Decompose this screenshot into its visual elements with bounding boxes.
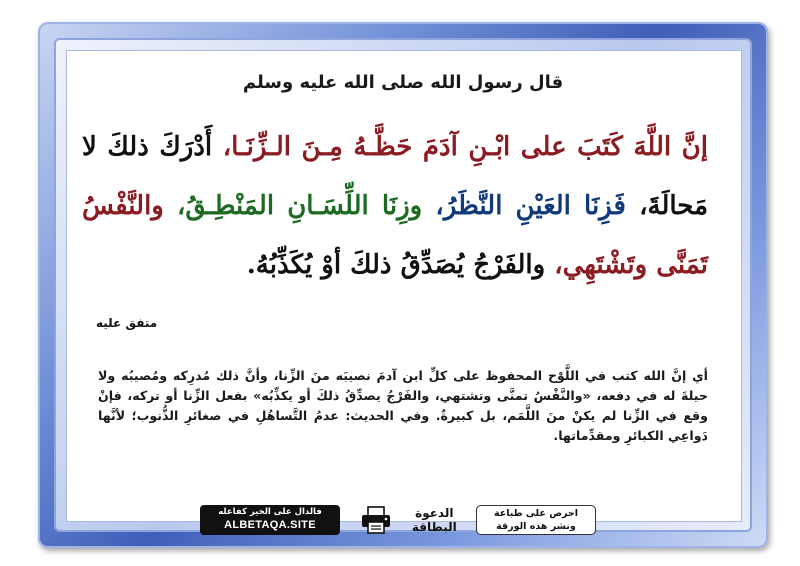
site-name: ALBETAQA.SITE: [224, 519, 316, 531]
print-note-line-1: احرص على طباعة: [493, 508, 578, 519]
logo-line-1: الدعوة: [415, 506, 454, 520]
printer-icon: [359, 505, 393, 535]
hadith-text: [82, 118, 708, 295]
logo: [411, 502, 457, 538]
hadith-part-3: فَزِنَا العَيْنِ النَّظَرُ،: [435, 191, 626, 221]
print-note-line-2: ونشر هذه الورقة: [496, 521, 576, 532]
explanation-text: أي إنَّ الله كتب في اللَّوْح المحفوظ على كلِّ ابن آدمَ نصيبَه منَ الزِّنا، وأنَّ ذلك مُدرِكه ومُصيبُه ولا حيلةَ له في دفعه، «والنَّفْسُ تمنَّى وتشتهي، والفَرْجُ يصدِّقُ ذلكَ أو يكذِّبُه» بفعل الزِّنا أو تركه، فإنْ وقع في الزِّنا لم يكنْ منَ اللَّمَم، بل كبيرةٌ. وفي الحديث: عدمُ التَّساهُلِ في صغائرِ الذُّنوب؛ لأنَّها دَواعِي الكبائرِ ومقدِّماتها.: [98, 368, 708, 443]
header-title: قال رسول الله صلى الله عليه وسلم: [242, 72, 564, 93]
site-tagline: فالدال على الخير كفاعله: [218, 507, 322, 517]
hadith-part-6: والفَرْجُ يُصَدِّقُ ذلكَ أوْ يُكَذِّبُهُ.: [246, 250, 546, 280]
hadith-part-4: وزِنَا اللِّسَـانِ المَنْطِـقُ،: [177, 191, 423, 221]
hadith-source: متفق عليه: [96, 316, 158, 330]
hadith-part-5: والنَّفْسُ تَمَنَّى وتَشْتَهِي،: [82, 191, 708, 280]
logo-line-2: البطاقة: [411, 520, 457, 534]
hadith-part-1: إنَّ اللَّهَ كَتَبَ على ابْـنِ آدَمَ حَظَّـهُ مِـنَ الـزِّنَـا،: [222, 132, 708, 162]
hadith-part-2: أَدْرَكَ ذلكَ لا مَحالَةَ،: [82, 132, 709, 221]
print-note-badge: [476, 505, 596, 535]
site-badge[interactable]: [200, 505, 340, 535]
footer: [200, 501, 596, 539]
